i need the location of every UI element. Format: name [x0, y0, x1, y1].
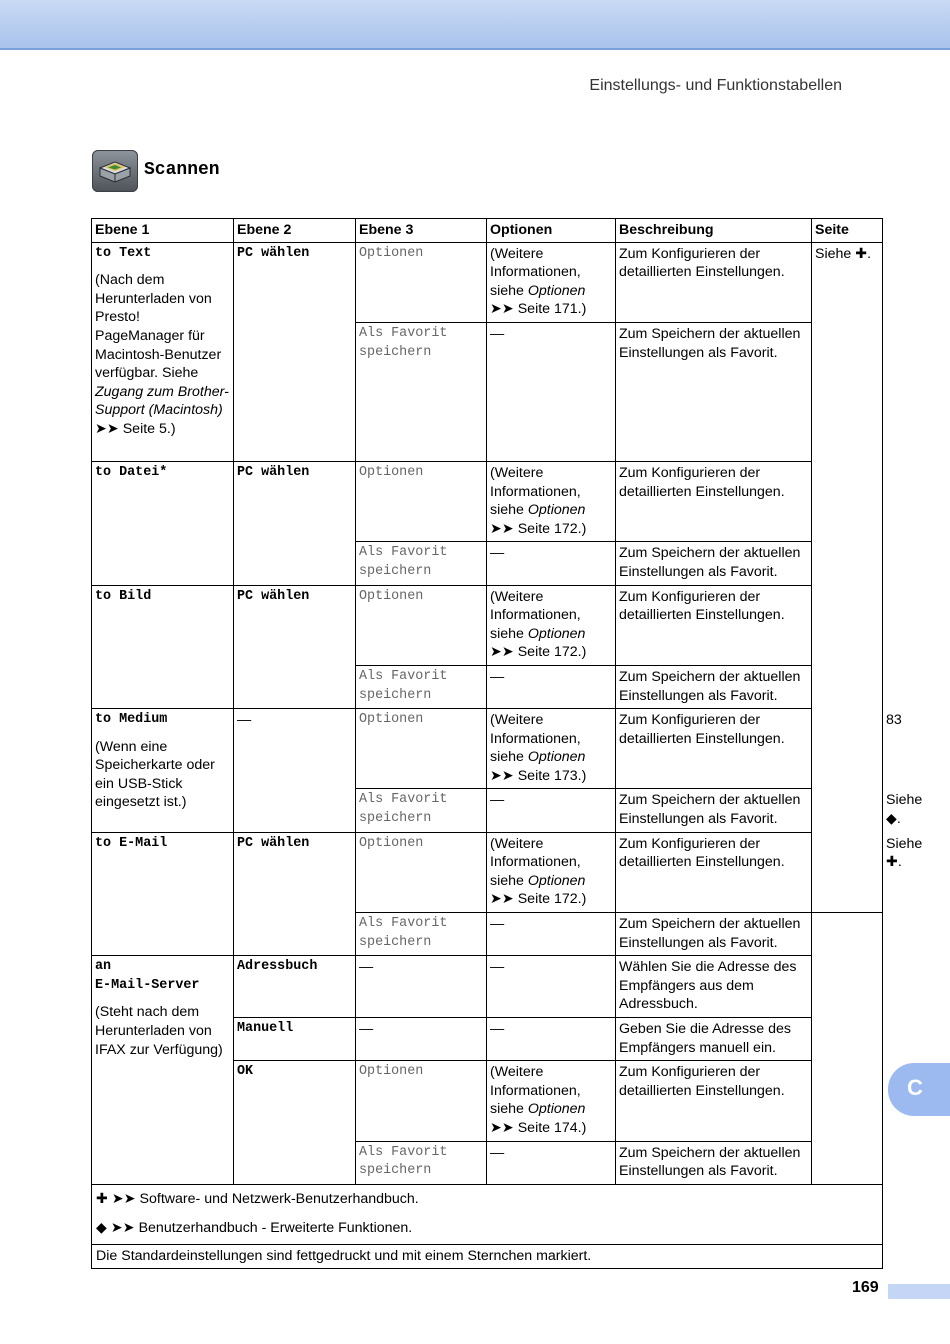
to-medium-favorit — [356, 789, 487, 832]
to-email-optionen: Optionen — [356, 832, 487, 912]
to-medium-note: (Wenn eine Speicherkarte oder ein USB-Stick eingesetzt ist.) — [95, 738, 215, 811]
to-bild-favorit-dash: — — [487, 665, 616, 708]
favorit-line: Als Favorit — [359, 545, 448, 561]
to-email-favorit-dash: — — [487, 913, 616, 956]
adressbuch-label: Adressbuch — [234, 956, 356, 1018]
to-bild-desc-save: Zum Speichern der aktuellen Einstellungen als Favorit. — [616, 665, 812, 708]
to-datei-opt-info — [487, 461, 616, 541]
ok-opt-info — [487, 1061, 616, 1141]
to-text-favorit-dash: — — [487, 322, 616, 461]
opt-info-line — [490, 501, 612, 520]
footnote-row — [92, 1184, 883, 1244]
table-row — [92, 956, 883, 1018]
adressbuch-desc: Wählen Sie die Adresse des Empfängers aus dem Adressbuch. — [616, 956, 812, 1018]
opt-info-link: Optionen — [527, 749, 586, 766]
opt-info-link: Optionen — [527, 1101, 586, 1118]
opt-info-link: Optionen — [527, 872, 586, 889]
to-bild-favorit — [356, 665, 487, 708]
opt-info-line: (Weitere — [490, 464, 544, 481]
manuell-desc: Geben Sie die Adresse des Empfängers manuell ein. — [616, 1018, 812, 1061]
to-medium-desc-config: Zum Konfigurieren der detaillierten Einstellungen. — [616, 709, 812, 789]
manuell-label: Manuell — [234, 1018, 356, 1061]
header-ebene-3: Ebene 3 — [356, 219, 487, 243]
to-text-note — [95, 271, 230, 438]
to-text-label: to Text — [95, 245, 152, 261]
to-medium-desc-save: Zum Speichern der aktuellen Einstellungen als Favorit. — [616, 789, 812, 832]
favorit-line: Als Favorit — [359, 916, 448, 932]
favorit-line: Als Favorit — [359, 1144, 448, 1160]
to-medium-ebene2-dash: — — [234, 709, 356, 833]
to-datei-favorit — [356, 542, 487, 585]
ok-label: OK — [234, 1061, 356, 1185]
footnote-plus: ✚ ➤➤ Software- und Netzwerk-Benutzerhandbuch. — [96, 1190, 419, 1207]
table-row: Als Favorit speichern — Zum Speichern der aktuellen Einstellungen als Favorit. Siehe ◆. — [92, 789, 883, 832]
opt-info-ref: ➤➤ Seite 172.) — [490, 644, 587, 661]
header-optionen: Optionen — [487, 219, 616, 243]
to-text-note-text: (Nach dem Herunterladen von Presto! PageManager für Macintosh-Benutzer verfügbar. Siehe — [95, 272, 222, 382]
to-text-cell — [92, 242, 234, 461]
an-email-server-cell — [92, 956, 234, 1185]
favorit-line: Als Favorit — [359, 792, 448, 808]
manuell-optionen-dash: — — [487, 1018, 616, 1061]
to-bild-pc-waehlen: PC wählen — [234, 585, 356, 709]
to-text-note-link: Zugang zum Brother-Support (Macintosh) — [95, 383, 229, 419]
opt-info-link: Optionen — [527, 625, 586, 642]
to-datei-favorit-dash: — — [487, 542, 616, 585]
page-number: 169 — [852, 1279, 879, 1296]
to-text-favorit — [356, 322, 487, 461]
to-medium-cell — [92, 709, 234, 833]
running-header: Einstellungs- und Funktionstabellen — [589, 77, 842, 94]
table-row: to Medium (Wenn eine Speicherkarte oder ein USB-Stick eingesetzt ist.) — Optionen (Weitere Informationen, siehe Optionen ➤➤ Seite 173.) Zum Konfigurieren der detaillierten Einstellungen. 83 — [92, 709, 883, 789]
to-medium-favorit-dash: — — [487, 789, 616, 832]
to-bild-optionen: Optionen — [356, 585, 487, 665]
manuell-ebene3-dash: — — [356, 1018, 487, 1061]
favorit-line: Als Favorit — [359, 668, 448, 684]
to-datei-desc-config: Zum Konfigurieren der detaillierten Einstellungen. — [616, 461, 812, 541]
opt-info-ref: ➤➤ Seite 173.) — [490, 767, 587, 784]
opt-info-line — [490, 282, 612, 301]
to-bild-opt-info — [487, 585, 616, 665]
to-datei-label: to Datei* — [92, 461, 234, 585]
to-datei-pc-waehlen: PC wählen — [234, 461, 356, 585]
opt-info-line: Informationen, — [490, 730, 581, 747]
favorit-line: Als Favorit — [359, 325, 448, 341]
opt-info-ref: ➤➤ Seite 174.) — [490, 1119, 587, 1136]
page-number-bar — [888, 1284, 950, 1299]
header-seite: Seite — [812, 219, 883, 243]
footnote-diamond: ◆ ➤➤ Benutzerhandbuch - Erweiterte Funktionen. — [96, 1219, 413, 1236]
opt-info-line: Informationen, — [490, 854, 581, 871]
to-email-desc-config: Zum Konfigurieren der detaillierten Einstellungen. — [616, 832, 812, 912]
to-text-desc-save: Zum Speichern der aktuellen Einstellungen als Favorit. — [616, 322, 812, 461]
opt-info-link: Optionen — [527, 282, 586, 299]
standard-note: Die Standardeinstellungen sind fettgedruckt und mit einem Sternchen markiert. — [92, 1244, 883, 1269]
table-row — [92, 242, 883, 322]
to-email-favorit — [356, 913, 487, 956]
to-text-desc-config: Zum Konfigurieren der detaillierten Einstellungen. — [616, 242, 812, 322]
favorit-line: speichern — [359, 811, 432, 827]
page-ref-plus: Siehe ✚. — [812, 242, 883, 912]
header-ebene-1: Ebene 1 — [92, 219, 234, 243]
scanner-icon — [92, 150, 138, 192]
to-text-pc-waehlen: PC wählen — [234, 242, 356, 461]
table-header-row — [92, 219, 883, 243]
opt-info-line: (Weitere — [490, 712, 544, 729]
opt-info-line: (Weitere — [490, 835, 544, 852]
opt-info-line: Informationen, — [490, 264, 581, 281]
opt-info-line: (Weitere — [490, 1064, 544, 1081]
ok-favorit-dash: — — [487, 1141, 616, 1184]
to-text-opt-info — [487, 242, 616, 322]
to-datei-desc-save: Zum Speichern der aktuellen Einstellungen als Favorit. — [616, 542, 812, 585]
opt-info-line: (Weitere — [490, 588, 544, 605]
adressbuch-ebene3-dash: — — [356, 956, 487, 1018]
chapter-tab-label: C — [907, 1075, 923, 1100]
favorit-line: speichern — [359, 563, 432, 579]
to-bild-label: to Bild — [92, 585, 234, 709]
scan-settings-table — [91, 218, 923, 1269]
opt-info-prefix: siehe — [490, 749, 528, 766]
header-ebene-2: Ebene 2 — [234, 219, 356, 243]
table-row: to E-Mail PC wählen Optionen (Weitere Informationen, siehe Optionen ➤➤ Seite 172.) Zum Konfigurieren der detaillierten Einstellungen. Siehe ✚. — [92, 832, 883, 912]
to-datei-optionen: Optionen — [356, 461, 487, 541]
opt-info-line — [490, 872, 612, 891]
an-email-server-label-b: E-Mail-Server — [95, 977, 200, 993]
table-row — [92, 461, 883, 541]
opt-info-prefix: siehe — [490, 872, 528, 889]
to-email-label: to E-Mail — [92, 832, 234, 956]
to-email-desc-save: Zum Speichern der aktuellen Einstellungen als Favorit. — [616, 913, 812, 956]
to-medium-optionen: Optionen — [356, 709, 487, 789]
to-text-optionen: Optionen — [356, 242, 487, 322]
ok-optionen: Optionen — [356, 1061, 487, 1141]
to-medium-opt-info — [487, 709, 616, 789]
opt-info-link: Optionen — [527, 502, 586, 519]
opt-info-prefix: siehe — [490, 1101, 528, 1118]
an-email-server-label-a: an — [95, 959, 112, 975]
top-band — [0, 0, 950, 50]
opt-info-ref: ➤➤ Seite 172.) — [490, 891, 587, 908]
favorit-line: speichern — [359, 344, 432, 360]
opt-info-prefix: siehe — [490, 625, 528, 642]
adressbuch-optionen-dash: — — [487, 956, 616, 1018]
opt-info-line: (Weitere — [490, 245, 544, 262]
an-email-server-note: (Steht nach dem Herunterladen von IFAX zur Verfügung) — [95, 1004, 223, 1058]
ok-desc-config: Zum Konfigurieren der detaillierten Einstellungen. — [616, 1061, 812, 1141]
section-title: Scannen — [144, 160, 220, 180]
favorit-line: speichern — [359, 934, 432, 950]
footnotes-cell — [92, 1184, 883, 1244]
to-email-pc-waehlen: PC wählen — [234, 832, 356, 956]
opt-info-ref: ➤➤ Seite 172.) — [490, 520, 587, 537]
table-row — [92, 585, 883, 665]
opt-info-line: Informationen, — [490, 607, 581, 624]
chapter-tab — [888, 1063, 950, 1116]
to-text-note-ref: ➤➤ Seite 5.) — [95, 420, 176, 437]
opt-info-line — [490, 625, 612, 644]
opt-info-ref: ➤➤ Seite 171.) — [490, 301, 587, 318]
opt-info-line: Informationen, — [490, 1082, 581, 1099]
to-medium-label: to Medium — [95, 712, 168, 728]
to-email-opt-info — [487, 832, 616, 912]
opt-info-prefix: siehe — [490, 502, 528, 519]
opt-info-line — [490, 748, 612, 767]
opt-info-line — [490, 1100, 612, 1119]
header-beschreibung: Beschreibung — [616, 219, 812, 243]
ok-favorit — [356, 1141, 487, 1184]
standard-note-row — [92, 1244, 883, 1269]
opt-info-line: Informationen, — [490, 483, 581, 500]
to-bild-desc-config: Zum Konfigurieren der detaillierten Einstellungen. — [616, 585, 812, 665]
ok-desc-save: Zum Speichern der aktuellen Einstellungen als Favorit. — [616, 1141, 812, 1184]
opt-info-prefix: siehe — [490, 282, 528, 299]
favorit-line: speichern — [359, 1163, 432, 1179]
favorit-line: speichern — [359, 687, 432, 703]
